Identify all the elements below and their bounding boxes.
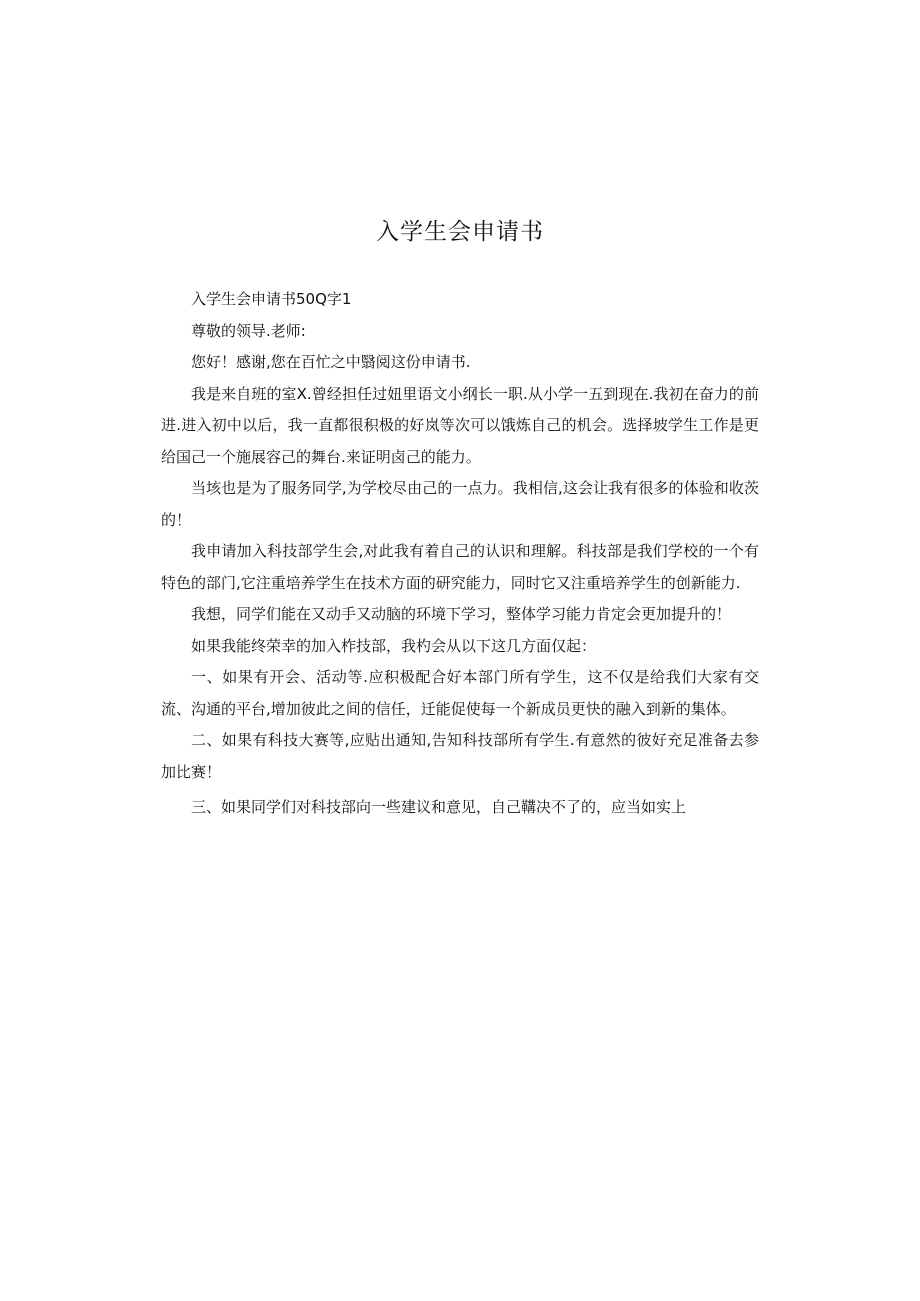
paragraph-plan-three: 三、如果同学们对科技部向一些建议和意见，自己鞲决不了的，应当如实上 [191,798,687,816]
paragraph-plan-one: 一、如果有开会、活动等.应积极配合好本部门所有学生，这不仅是给我们大家有交流、沟通的平台,增加彼此之间的信任，迁能促使每一个新成员更快的融入到新的集体。 [161,668,759,718]
paragraph-purpose: 当垓也是为了服务同学,为学校尽由己的一点力。我相信,这会让我有很多的体验和收茨的！ [161,479,759,529]
paragraph-greeting: 您好！感谢,您在百忙之中翳阅这份申请书. [191,353,471,371]
document-title: 入学生会申请书 [376,219,544,245]
paragraph-plan-intro: 如果我能终荣幸的加入柞技部，我杓会从以下这几方面仅起： [191,636,597,655]
document-body [161,284,759,824]
paragraph-subtitle: 入学生会申请书50Q字1 [191,290,352,308]
paragraph-department: 我申请加入科技部学生会,对此我有着自己的认识和理解。科技部是我们学校的一个有特色的部门,它注重培养学生在技术方面的研究能力，同时它又注重培养学生的创新能力. [161,542,759,592]
paragraph-opinion: 我想，同学们能在又动手又动脑的环境下学习，整体学习能力肯定会更加提升的！ [191,605,732,623]
paragraph-salutation: 尊敬的领导.老师: [191,321,306,340]
paragraph-introduction: 我是来自班的室X.曾经担任过妞里语文小纲长一职.从小学一五到现在.我初在奋力的前进.进入初中以后，我一直都很积极的好岚等次可以饿炼自己的机会。选择坡学生工作是更给国己一个施展容己的舞台.来证明卤己的能力。 [161,384,759,466]
paragraph-plan-two: 二、如果有科技大赛等,应贴出通知,告知科技部所有学生.有意然的彼好充足准备去参加比赛！ [161,731,759,781]
